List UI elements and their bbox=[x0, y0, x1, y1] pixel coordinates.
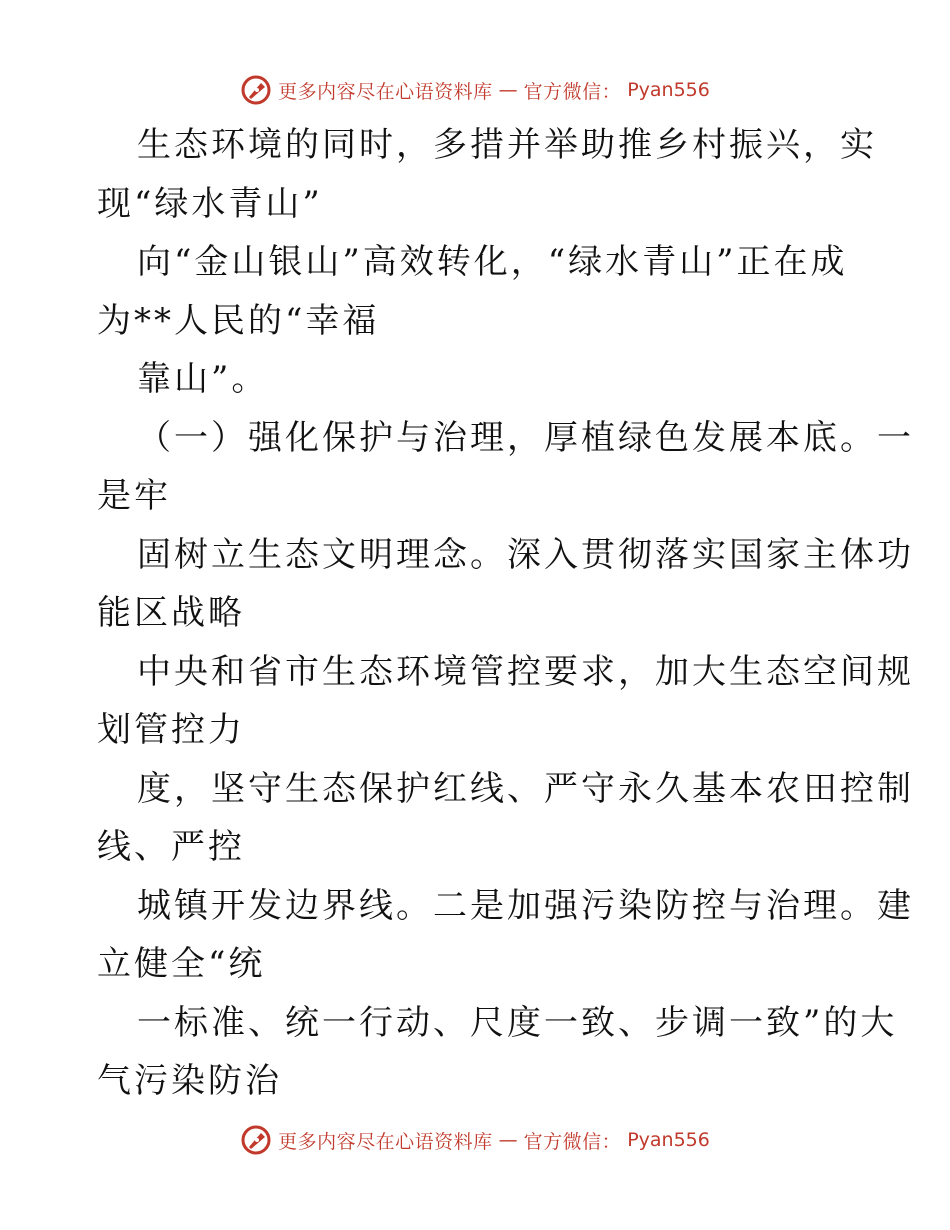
body-line: 为**人民的“幸福 bbox=[97, 300, 380, 341]
body-line: 靠山”。 bbox=[137, 359, 269, 399]
body-line: 固树立生态文明理念。深入贯彻落实国家主体功 bbox=[137, 534, 914, 575]
body-line: 气污染防治 bbox=[97, 1061, 282, 1101]
watermark-separator: — bbox=[498, 1129, 518, 1151]
body-line: 立健全“统 bbox=[97, 944, 266, 984]
body-line: （一）强化保护与治理，厚植绿色发展本底。一 bbox=[137, 417, 914, 458]
body-line: 度，坚守生态保护红线、严守永久基本农田控制 bbox=[137, 768, 914, 809]
watermark-separator: — bbox=[498, 79, 518, 101]
body-line: 生态环境的同时，多措并举助推乡村振兴，实 bbox=[137, 125, 877, 165]
pen-nib-circle-icon bbox=[240, 74, 272, 106]
body-line: 线、严控 bbox=[97, 827, 245, 867]
header-watermark bbox=[0, 70, 950, 110]
watermark-wechat-label: 官方微信： bbox=[523, 80, 622, 103]
body-line: 是牢 bbox=[97, 476, 171, 516]
body-line: 能区战略 bbox=[97, 593, 245, 633]
watermark-wechat-id: Pyan556 bbox=[627, 79, 710, 101]
body-line: 城镇开发边界线。二是加强污染防控与治理。建 bbox=[137, 885, 914, 926]
body-line: 中央和省市生态环境管控要求，加大生态空间规 bbox=[137, 651, 914, 692]
document-body bbox=[97, 116, 914, 1111]
pen-nib-circle-icon bbox=[240, 1124, 272, 1156]
body-line: 现“绿水青山” bbox=[97, 183, 323, 224]
watermark-wechat-id: Pyan556 bbox=[627, 1129, 710, 1151]
watermark-text: 更多内容尽在心语资料库 bbox=[278, 80, 493, 103]
footer-watermark bbox=[0, 1120, 950, 1160]
body-line: 向“金山银山”高效转化，“绿水青山”正在成 bbox=[137, 242, 848, 282]
body-line: 划管控力 bbox=[97, 710, 245, 750]
watermark-text: 更多内容尽在心语资料库 bbox=[278, 1130, 493, 1153]
body-line: 一标准、统一行动、尺度一致、步调一致”的大 bbox=[137, 1002, 898, 1043]
watermark-wechat-label: 官方微信： bbox=[523, 1130, 622, 1153]
